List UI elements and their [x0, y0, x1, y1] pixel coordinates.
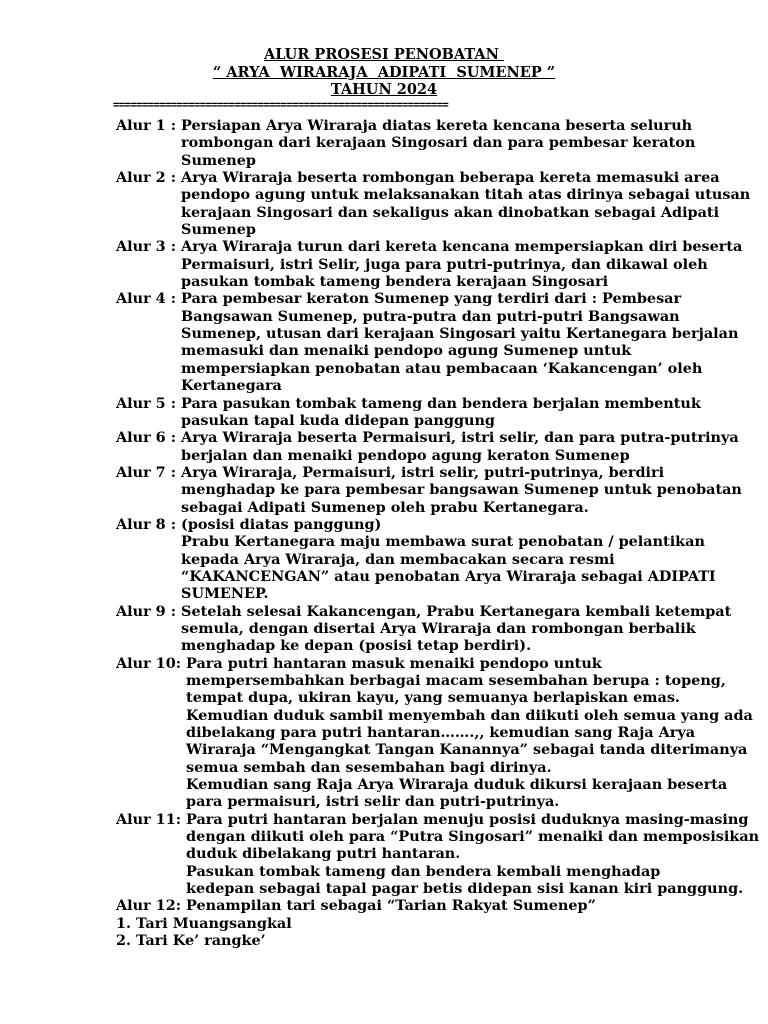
- step-text-line: Arya Wiraraja beserta rombongan beberapa kereta memasuki area: [181, 169, 720, 187]
- step-item: [116, 897, 726, 914]
- step-text: [186, 655, 753, 811]
- step-text-line: dibelakang para putri hantaran…….,, kemudian sang Raja Arya: [186, 724, 696, 742]
- step-text-line: menghadap ke para pembesar bangsawan Sumenep untuk penobatan: [181, 481, 742, 499]
- step-item: [116, 395, 726, 430]
- step-text-line: Para putri hantaran berjalan menuju posisi duduknya masing-masing: [186, 810, 749, 828]
- step-text: [181, 290, 738, 394]
- step-text-line: Permaisuri, istri Selir, juga para putri-putrinya, dan dikawal oleh: [181, 255, 708, 273]
- step-text-line: sebagai Adipati Sumenep oleh prabu Kertanegara.: [181, 498, 589, 516]
- step-item: [116, 463, 742, 516]
- step-text-line: Bangsawan Sumenep, putra-putra dan putri-putri Bangsawan: [181, 307, 680, 325]
- step-text-line: Persiapan Arya Wiraraja diatas kereta kencana beserta seluruh: [181, 117, 693, 134]
- document-header: [0, 46, 768, 99]
- step-label: Alur 3 :: [116, 238, 182, 256]
- step-text-line: kepada Arya Wiraraja, dan membacakan secara resmi: [181, 550, 615, 568]
- separator-line: ==========================================================: [113, 99, 449, 111]
- step-label: Alur 1 :: [116, 117, 182, 134]
- step-label: Alur 6 :: [116, 429, 182, 447]
- step-label: Alur 10:: [116, 654, 187, 672]
- step-text-line: kedepan sebagai tapal pagar betis didepan sisi kanan kiri panggung.: [186, 880, 744, 898]
- step-label: Alur 4 :: [116, 290, 182, 308]
- step-item: [116, 429, 739, 464]
- step-text: [181, 464, 742, 516]
- step-text-line: Setelah selesai Kakancengan, Prabu Kertanegara kembali ketempat: [181, 602, 732, 620]
- step-item: [116, 238, 743, 291]
- step-text-line: Kertanegara: [181, 377, 282, 395]
- step-text: [181, 169, 750, 238]
- step-text: [186, 811, 759, 898]
- step-item: [116, 516, 726, 603]
- step-text: [181, 238, 742, 290]
- step-text: [181, 117, 726, 169]
- step-text-line: “KAKANCENGAN” atau penobatan Arya Wiraraja sebagai ADIPATI: [181, 567, 716, 585]
- step-text-line: tempat dupa, ukiran kayu, yang semuanya berlapiskan emas.: [186, 689, 680, 707]
- procession-steps: [116, 117, 760, 950]
- step-text-line: pendopo agung untuk melaksanakan titah atas dirinya sebagai utusan: [181, 186, 751, 204]
- step-label: Alur 5 :: [116, 394, 182, 412]
- step-text-line: menghadap ke depan (posisi tetap berdiri).: [181, 637, 532, 655]
- step-text-line: (posisi diatas panggung): [181, 515, 382, 533]
- step-text-line: berjalan dan menaiki pendopo agung keraton Sumenep: [181, 446, 630, 464]
- step-item: [116, 117, 726, 169]
- step-text-line: semula, dengan disertai Arya Wiraraja dan rombongan berbalik: [181, 619, 696, 637]
- step-text-line: Arya Wiraraja turun dari kereta kencana mempersiapkan diri beserta: [181, 238, 743, 256]
- step-text-line: Penampilan tari sebagai “Tarian Rakyat Sumenep”: [186, 897, 596, 915]
- step-text-line: mempersembahkan berbagai macam sesembahan berupa : topeng,: [186, 672, 726, 689]
- step-text-line: Wiraraja “Mengangkat Tangan Kanannya” sebagai tanda diterimanya: [186, 741, 748, 759]
- step-text-line: Pasukan tombak tameng dan bendera kembali menghadap: [186, 862, 661, 880]
- step-text-line: Sumenep, utusan dari kerajaan Singosari yaitu Kertanegara berjalan: [181, 325, 739, 343]
- step-text-line: Kemudian sang Raja Arya Wiraraja duduk dikursi kerajaan beserta: [186, 776, 728, 794]
- step-item: [116, 810, 760, 898]
- step-label: Alur 8 :: [116, 515, 182, 533]
- step-text: [181, 603, 731, 655]
- step-text-line: pasukan tombak tameng bendera kerajaan Singosari: [181, 273, 609, 291]
- step-item: [116, 654, 753, 811]
- step-text-line: Arya Wiraraja beserta Permaisuri, istri selir, dan para putra-putrinya: [181, 429, 739, 447]
- step-text-line: Sumenep: [181, 221, 256, 239]
- step-text-line: SUMENEP.: [181, 585, 269, 603]
- step-label: Alur 11:: [116, 810, 187, 828]
- step-label: Alur 12:: [116, 897, 187, 915]
- step-text: [181, 395, 726, 430]
- step-text-line: Para pasukan tombak tameng dan bendera berjalan membentuk: [181, 394, 701, 412]
- step-label: Alur 9 :: [116, 602, 182, 620]
- step-text-line: Para pembesar keraton Sumenep yang terdiri dari : Pembesar: [181, 290, 682, 308]
- step-label: Alur 7 :: [116, 463, 182, 481]
- dance-list-item: 1. Tari Muangsangkal: [116, 914, 292, 932]
- step-text-line: Arya Wiraraja, Permaisuri, istri selir, putri-putrinya, berdiri: [181, 463, 665, 481]
- step-text: [186, 897, 726, 914]
- dance-list-item: 2. Tari Ke’ rangke’: [116, 932, 266, 950]
- step-text-line: dengan diikuti oleh para “Putra Singosari” menaiki dan memposisikan: [186, 828, 760, 846]
- step-text: [181, 429, 739, 464]
- step-text-line: Para putri hantaran masuk menaiki pendopo untuk: [186, 654, 602, 672]
- step-text-line: Kemudian duduk sambil menyembah dan diikuti oleh semua yang ada: [186, 706, 753, 724]
- step-text-line: kerajaan Singosari dan sekaligus akan dinobatkan sebagai Adipati: [181, 203, 720, 221]
- step-text-line: Sumenep: [181, 151, 256, 169]
- step-text-line: mempersiapkan penobatan atau pembacaan ‘Kakancengan’ oleh: [181, 359, 703, 377]
- document-year: TAHUN 2024: [330, 81, 438, 98]
- step-text-line: pasukan tapal kuda didepan panggung: [181, 411, 495, 429]
- step-text-line: Prabu Kertanegara maju membawa surat penobatan / pelantikan: [181, 533, 705, 551]
- step-text-line: memasuki dan menaiki pendopo agung Sumenep untuk: [181, 342, 632, 360]
- step-item: [116, 169, 751, 239]
- step-text-line: para permaisuri, istri selir dan putri-putrinya.: [186, 793, 560, 811]
- step-text-line: duduk dibelakang putri hantaran.: [186, 845, 461, 863]
- step-text: [181, 516, 726, 603]
- step-text-line: semua sembah dan sesembahan bagi dirinya.: [186, 758, 552, 776]
- step-label: Alur 2 :: [116, 169, 182, 187]
- document-title: ALUR PROSESI PENOBATAN: [264, 46, 504, 63]
- step-item: [116, 602, 732, 655]
- step-item: [116, 290, 739, 395]
- document-subtitle: “ ARYA WIRARAJA ADIPATI SUMENEP ”: [212, 63, 556, 81]
- step-text-line: rombongan dari kerajaan Singosari dan para pembesar keraton: [181, 134, 696, 152]
